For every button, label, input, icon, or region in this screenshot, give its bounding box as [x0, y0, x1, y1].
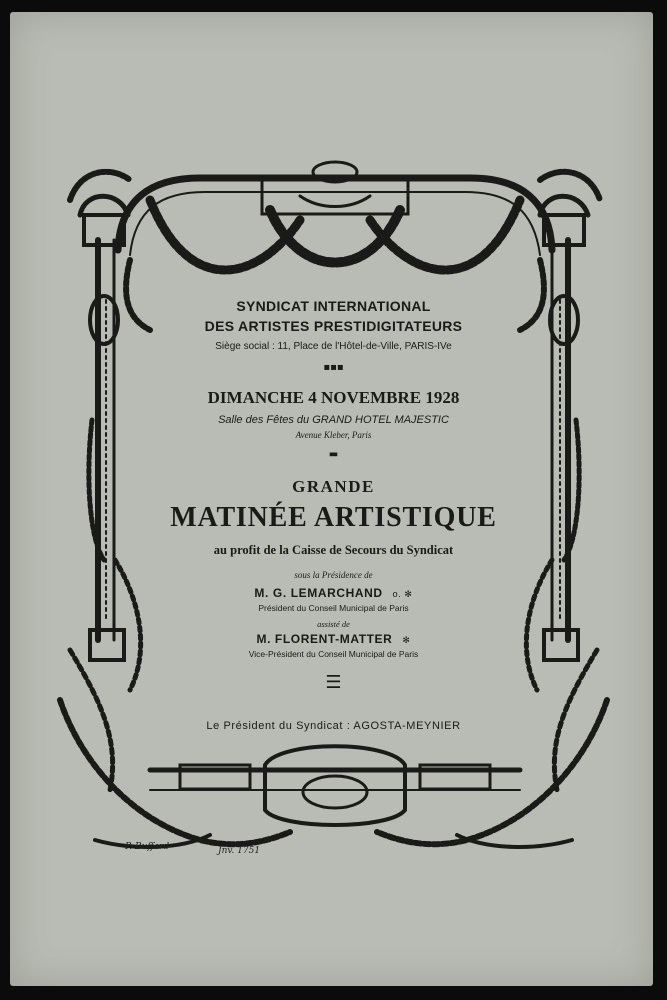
presidence-assist: assisté de [317, 619, 350, 629]
decoration-mark-2: ✻ [402, 635, 411, 645]
org-line-1: SYNDICAT INTERNATIONAL [236, 298, 431, 314]
event-venue: Salle des Fêtes du GRAND HOTEL MAJESTIC [218, 414, 449, 426]
divider-ornament: ▪▪▪ [323, 362, 344, 373]
org-line-2: DES ARTISTES PRESTIDIGITATEURS [204, 318, 463, 334]
event-address: Avenue Kleber, Paris [295, 430, 372, 440]
presidence-intro: sous la Présidence de [294, 570, 373, 580]
title-main: MATINÉE ARTISTIQUE [170, 502, 497, 533]
presidence-role-1: Président du Conseil Municipal de Paris [258, 603, 409, 613]
presidence-role-2: Vice-Président du Conseil Municipal de Paris [248, 649, 419, 659]
engraver-signature-right: Jnv. 1751 [218, 846, 261, 856]
presidence-name-2-line [0, 632, 667, 646]
divider-ornament: ☰ [325, 672, 342, 693]
event-date: DIMANCHE 4 NOVEMBRE 1928 [207, 388, 460, 407]
presidence-name-1-line [0, 586, 667, 600]
decoration-mark-1: o. ✻ [392, 589, 413, 599]
title-sub: au profit de la Caisse de Secours du Syndicat [213, 543, 454, 557]
presidence-name-2: M. FLORENT-MATTER [256, 632, 393, 646]
engraver-signature-left: P. Buffard [125, 842, 170, 852]
siege-social: Siège social : 11, Place de l'Hôtel-de-Ville, PARIS-IVe [215, 341, 452, 352]
divider-ornament: ▬ [328, 449, 339, 460]
title-pre: GRANDE [292, 477, 375, 496]
presidence-name-1: M. G. LEMARCHAND [254, 586, 383, 600]
president-line: Le Président du Syndicat : AGOSTA-MEYNIER [206, 720, 461, 732]
